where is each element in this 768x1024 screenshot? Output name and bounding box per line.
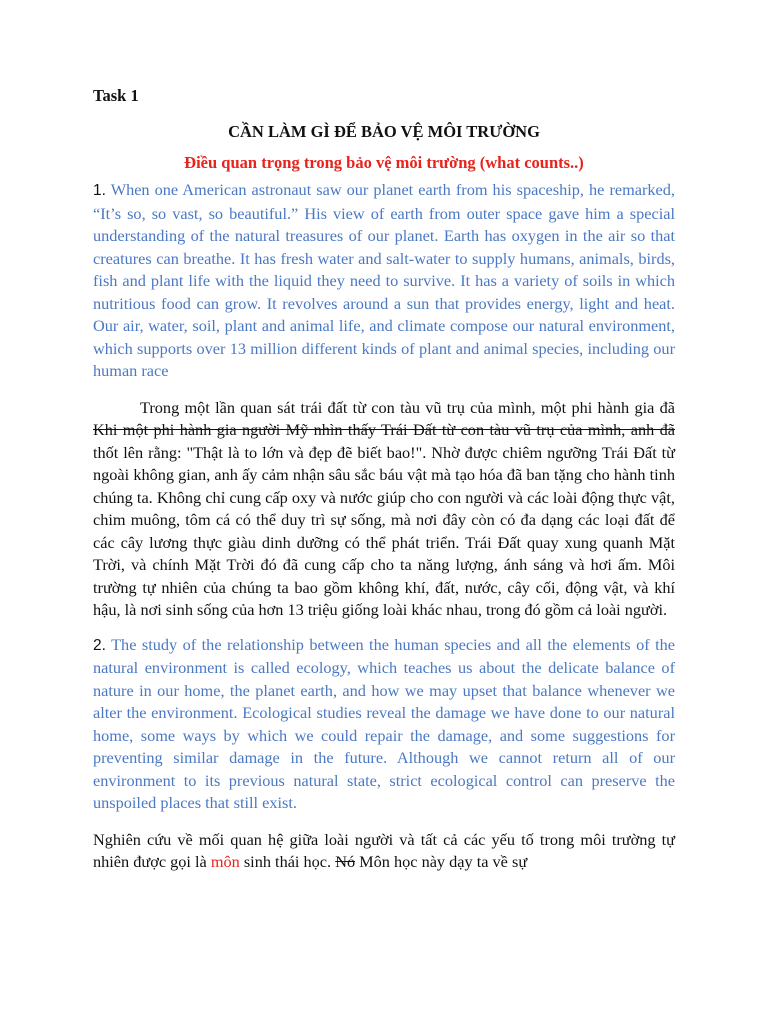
vietnamese-text-before: Nghiên cứu về mối quan hệ giữa loài người và tất cả các yếu tố trong môi trường tự nhiên được gọi là [93,829,675,871]
document-page [93,85,675,874]
vietnamese-text-middle: sinh thái học. [239,852,336,871]
page-title: CẦN LÀM GÌ ĐỂ BẢO VỆ MÔI TRƯỜNG [228,122,540,141]
vietnamese-text-after: thốt lên rằng: "Thật là to lớn và đẹp đẽ biết bao!". Nhờ được chiêm ngưỡng Trái Đất từ ngoài không gian, anh ấy cảm nhận sâu sắc báu vật mà tạo hóa đã ban tặng cho hành tinh chúng ta. Không chỉ cung cấp oxy và nước giúp cho con người và các loài động thực vật, chim muông, tôm cá có thể duy trì sự sống, mà nơi đây còn có đa dạng các loại đất để các cây lương thực giàu dinh dưỡng có thể phát triển. Trái Đất quay xung quanh Mặt Trời, và chính Mặt Trời đó đã cung cấp cho ta năng lượng, ánh sáng và hơi ấm. Môi trường tự nhiên của chúng ta bao gồm không khí, đất, nước, cây cối, động vật, và khí hậu, là nơi sinh sống của hơn 13 triệu giống loài khác nhau, trong đó gồm cả loài người. [93,442,675,619]
task-label: Task 1 [93,86,139,105]
vietnamese-paragraph-1 [93,397,675,622]
english-paragraph-2 [93,634,675,815]
struck-text: Khi một phi hành gia người Mỹ nhìn thấy Trái Đất từ con tàu vũ trụ của mình, anh đã [93,420,675,439]
vietnamese-text-before: Trong một lần quan sát trái đất từ con tàu vũ trụ của mình, một phi hành gia đã [140,397,675,417]
vietnamese-paragraph-2 [93,829,675,874]
highlighted-word: môn [210,852,240,871]
paragraph-number: 2. [93,636,106,654]
paragraph-number: 1. [93,182,106,199]
english-text: The study of the relationship between the human species and all the elements of the natural environment is called ecology, which teaches us about the delicate balance of nature in our home, the planet earth, and how we may upset that balance whenever we alter the environment. Ecological studies reveal the damage we have done to our natural home, some ways by which we could repair the damage, and some suggestions for preventing similar damage in the future. Although we cannot return all of our environment to its previous natural state, strict ecological control can preserve the unspoiled places that still exist. [93,634,675,812]
vietnamese-text-after: Môn học này dạy ta về sự [355,852,528,871]
page-subtitle: Điều quan trọng trong bảo vệ môi trường (what counts..) [184,153,584,172]
struck-text: Nó [335,852,356,871]
english-text: When one American astronaut saw our planet earth from his spaceship, he remarked, “It’s so, so vast, so beautiful.” His view of earth from outer space gave him a special understanding of the natural treasures of our planet. Earth has oxygen in the air so that creatures can breathe. It has fresh water and salt-water to supply humans, animals, birds, fish and plant life with the liquid they need to survive. It has a variety of soils in which nutritious food can grow. It revolves around a sun that provides energy, light and heat. Our air, water, soil, plant and animal life, and climate compose our natural environment, which supports over 13 million different kinds of plant and animal species, including our human race [93,180,675,380]
english-paragraph-1 [93,179,675,383]
